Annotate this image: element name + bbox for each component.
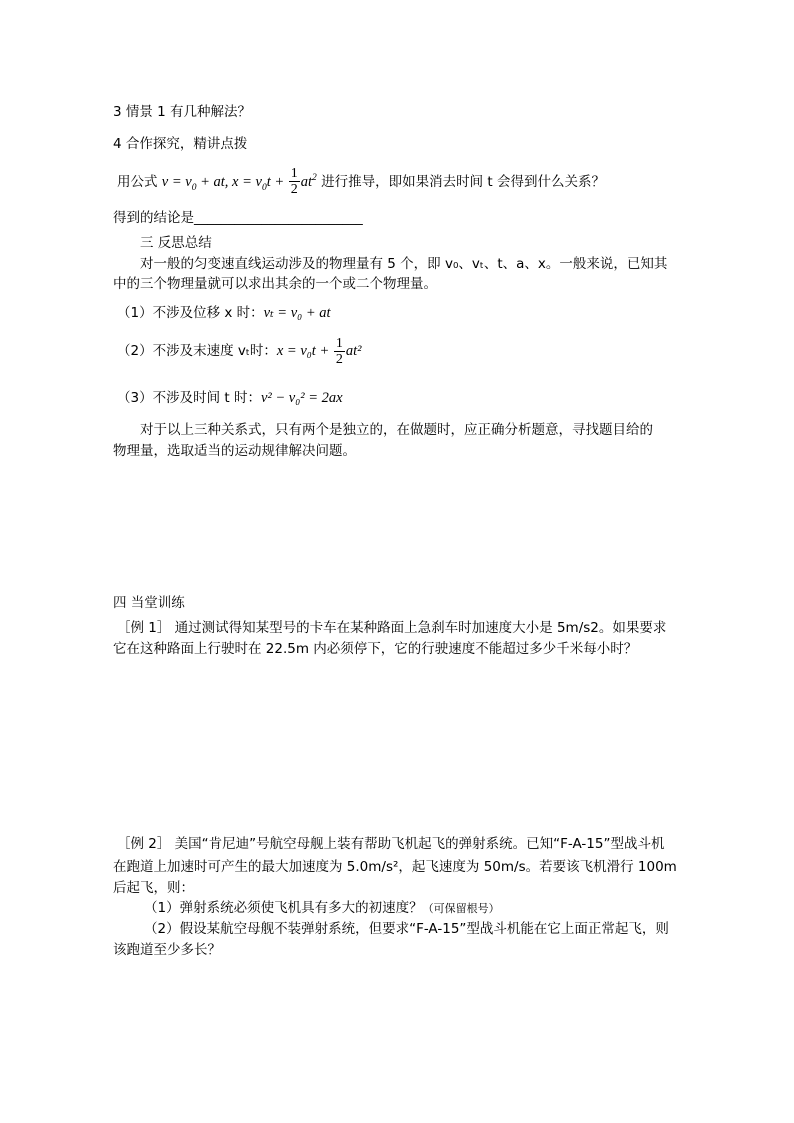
derive-prefix: 用公式 bbox=[117, 173, 158, 190]
example-1-line-2: 它在这种路面上行驶时在 22.5m 内必须停下，它的行驶速度不能超过多少千米每小时？ bbox=[113, 641, 638, 657]
section-4-title: 四 当堂训练 bbox=[113, 595, 185, 611]
summary-paragraph-2-line-1: 对于以上三种关系式，只有两个是独立的，在做题时，应正确分析题意，寻找题目给的 bbox=[140, 422, 653, 438]
derivation-line: 用公式 $v = v_0$ + at, $x = v_0t$ + $\frac{1}{2}$ $at^2$ 进行推导，即如果消去时间 t 会得到什么关系？ bbox=[117, 166, 605, 198]
case-3: （3）不涉及时间 t 时：v² − v₀² = 2ax bbox=[117, 390, 343, 406]
case-1: （1）不涉及位移 x 时：vₜ = v₀ + at bbox=[117, 305, 331, 321]
case-2: （2）不涉及末速度 vₜ时：x = v₀t + $\frac{1}{2}$ at² bbox=[117, 335, 362, 367]
summary-paragraph-2-line-2: 物理量，选取适当的运动规律解决问题。 bbox=[113, 443, 356, 459]
derive-suffix: 进行推导，即如果消去时间 t 会得到什么关系？ bbox=[321, 173, 605, 190]
fraction-half-2: $\frac{1}{2}$ bbox=[335, 335, 343, 367]
example-2-question-2-line-1: （2）假设某航空母舰不装弹射系统，但要求“F-A-15”型战斗机能在它上面正常起飞，则 bbox=[144, 921, 669, 937]
example-2-line-1: ［例 2］ 美国“肯尼迪”号航空母舰上装有帮助飞机起飞的弹射系统。已知“F-A-15”型战斗机 bbox=[117, 836, 665, 852]
example-2-question-2-line-2: 该跑道至少多长？ bbox=[113, 942, 221, 958]
section-3-title: 三 反思总结 bbox=[140, 235, 212, 251]
example-1-line-1: ［例 1］ 通过测试得知某型号的卡车在某种路面上急刹车时加速度大小是 5m/s2。如果要求 bbox=[117, 620, 667, 636]
summary-paragraph-1-line-1: 对一般的匀变速直线运动涉及的物理量有 5 个，即 v₀、vₜ、t、a、x。一般来说，已知其 bbox=[140, 256, 668, 272]
conclusion-line: 得到的结论是_________________________ bbox=[113, 210, 363, 226]
formula-v: $v = v_0$ + at, $x = v_0t$ + bbox=[161, 173, 288, 193]
fraction-half: $\frac{1}{2}$ bbox=[290, 166, 298, 198]
keep-root-note: （可保留根号） bbox=[422, 902, 500, 915]
example-2-question-1: （1）弹射系统必须使飞机具有多大的初速度？（可保留根号） bbox=[144, 900, 500, 916]
question-4: 4 合作探究，精讲点拨 bbox=[113, 136, 248, 152]
example-2-line-2: 在跑道上加速时可产生的最大加速度为 5.0m/s²，起飞速度为 50m/s。若要该飞机滑行 100m bbox=[113, 859, 677, 875]
example-2-line-3: 后起飞，则： bbox=[113, 880, 194, 896]
summary-paragraph-1-line-2: 中的三个物理量就可以求出其余的一个或二个物理量。 bbox=[113, 276, 437, 292]
question-3: 3 情景 1 有几种解法？ bbox=[113, 104, 252, 120]
